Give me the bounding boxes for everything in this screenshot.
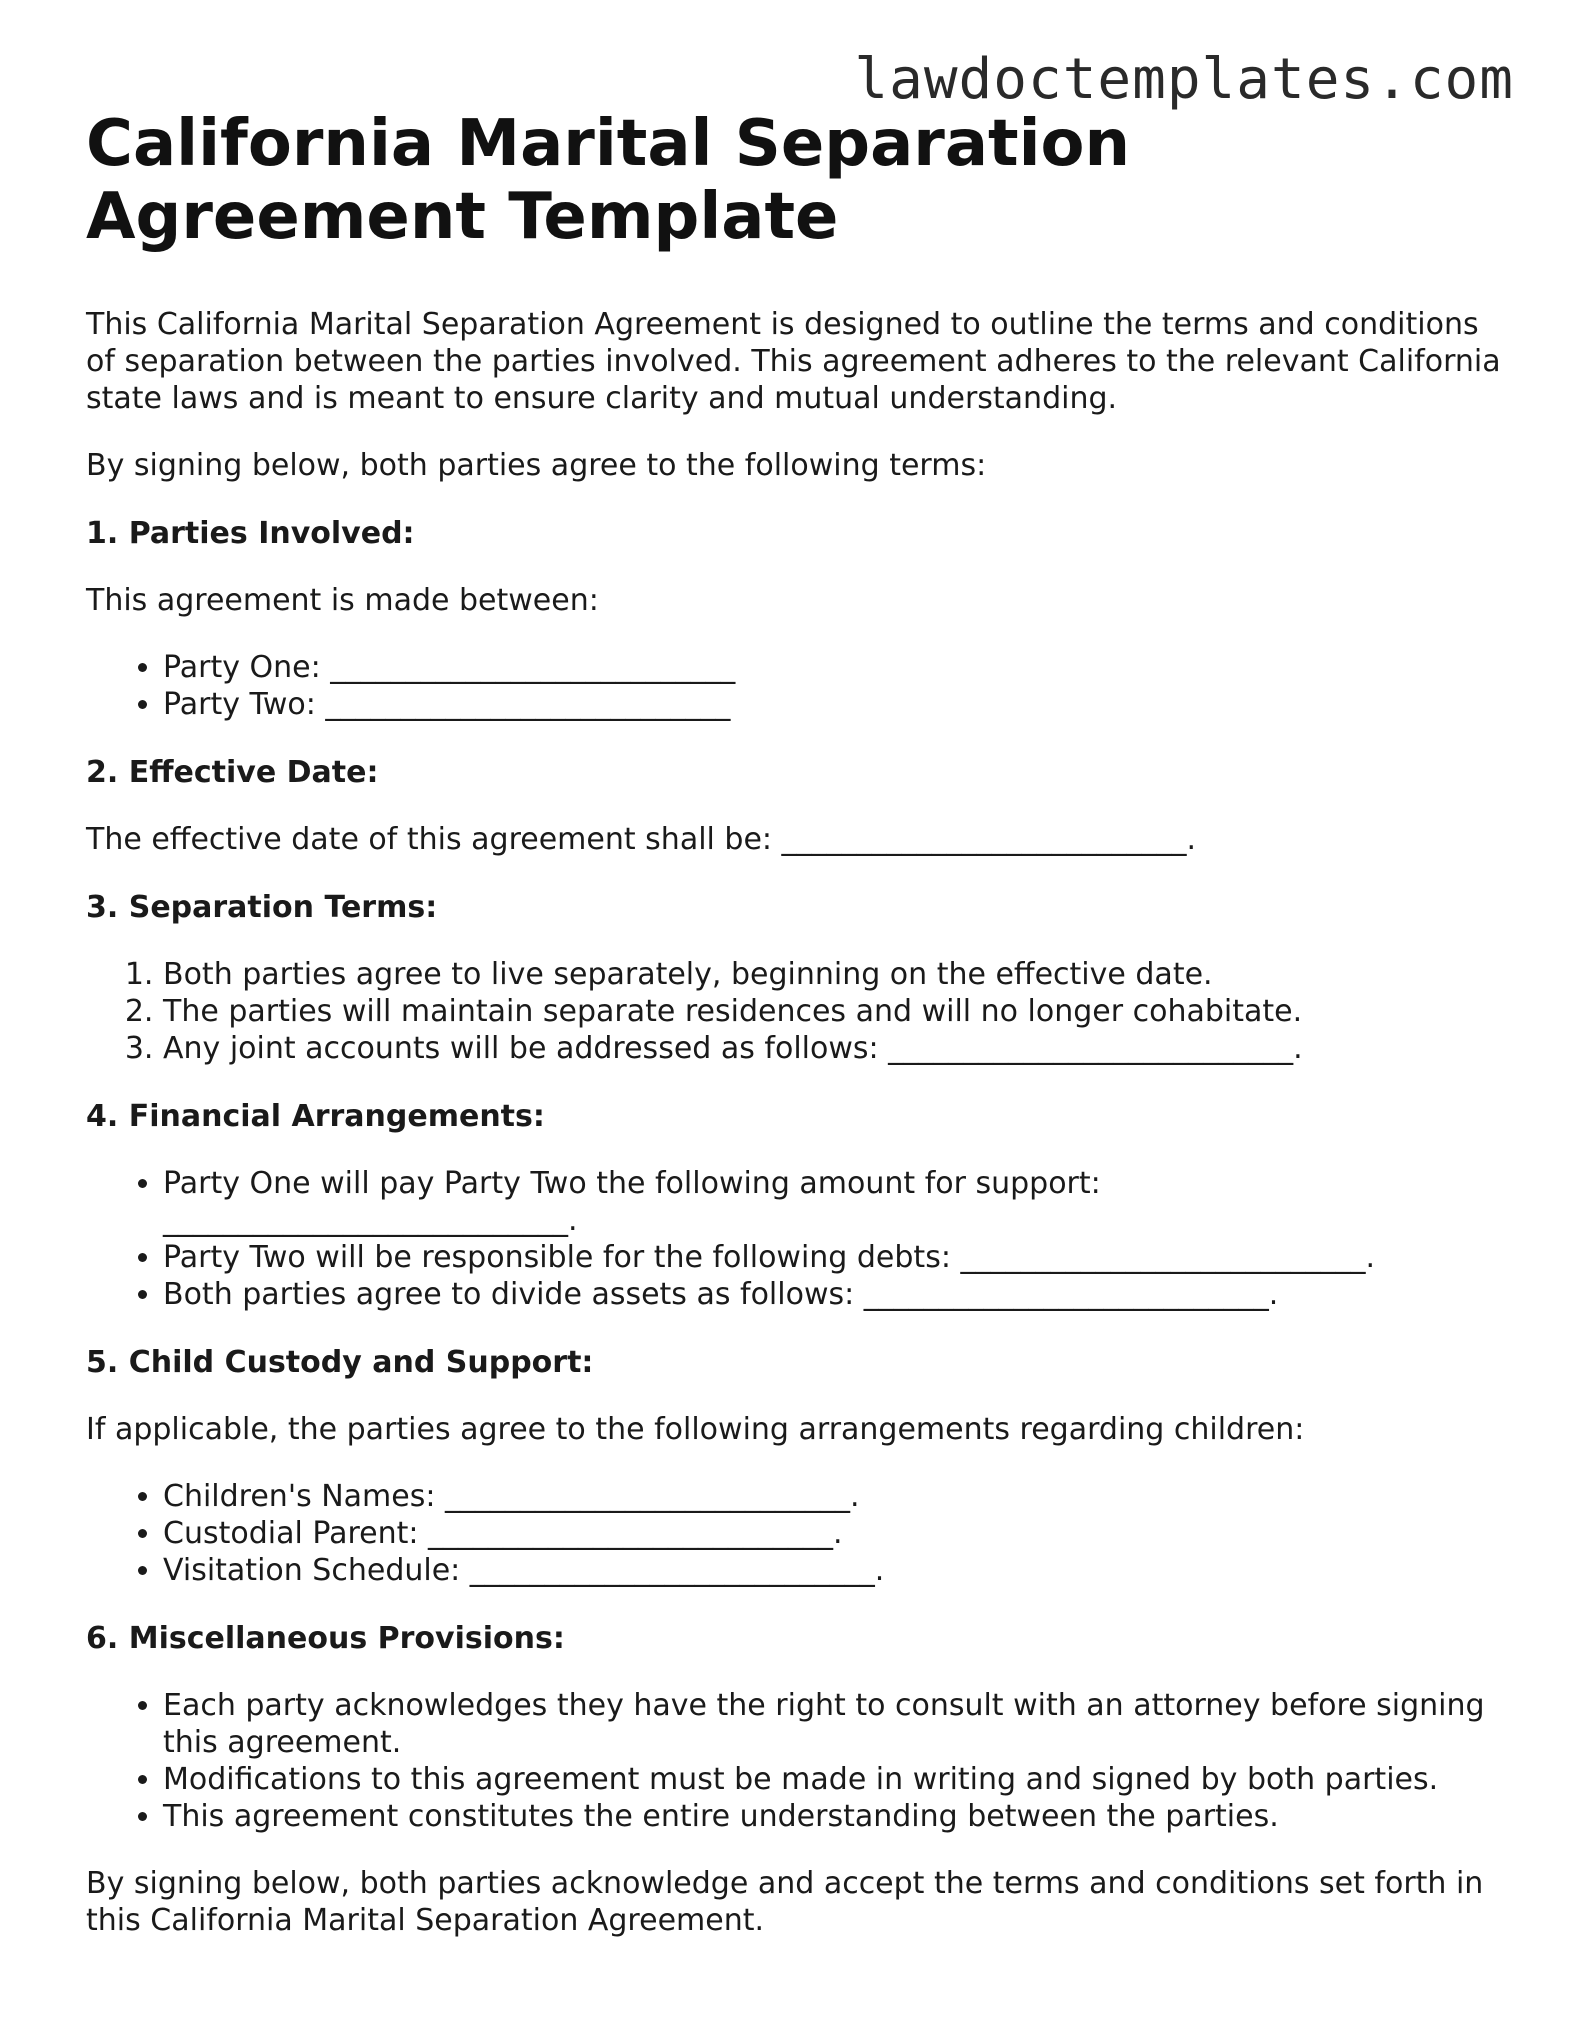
section-title-misc: 6. Miscellaneous Provisions: — [86, 1621, 565, 1656]
section-title-parties: 1. Parties Involved: — [86, 516, 415, 551]
custody-list — [86, 1478, 1506, 1589]
misc-list — [86, 1687, 1506, 1835]
list-item: • Party One will pay Party Two the following amount for support: ___________________________. — [163, 1165, 1506, 1239]
list-item: 3. Any joint accounts will be addressed as follows: ___________________________. — [163, 1030, 1506, 1067]
site-watermark: lawdoctemplates.com — [854, 47, 1514, 112]
document-page — [86, 108, 1506, 1939]
section-title-effective-date: 2. Effective Date: — [86, 755, 379, 790]
lead-in-paragraph: By signing below, both parties agree to the following terms: — [86, 448, 987, 483]
title-line-1: California Marital Separation — [86, 107, 1131, 181]
list-item: • This agreement constitutes the entire understanding between the parties. — [163, 1798, 1506, 1835]
list-item: • Visitation Schedule: ___________________________. — [163, 1552, 1506, 1589]
section-title-financial: 4. Financial Arrangements: — [86, 1099, 545, 1134]
section-title-separation: 3. Separation Terms: — [86, 890, 438, 925]
section-title-custody: 5. Child Custody and Support: — [86, 1345, 594, 1380]
list-item: • Both parties agree to divide assets as follows: ___________________________. — [163, 1276, 1506, 1313]
parties-text: This agreement is made between: — [86, 583, 599, 618]
list-item: • Children's Names: ___________________________. — [163, 1478, 1506, 1515]
closing-paragraph: By signing below, both parties acknowledge and accept the terms and conditions set forth in this California Marital Separation Agreement. — [86, 1866, 1484, 1938]
title-line-2: Agreement Template — [86, 180, 839, 254]
document-title — [86, 108, 1506, 254]
list-item: • Custodial Parent: ___________________________. — [163, 1515, 1506, 1552]
list-item: 1. Both parties agree to live separately, beginning on the effective date. — [163, 956, 1506, 993]
list-item: 2. The parties will maintain separate residences and will no longer cohabitate. — [163, 993, 1506, 1030]
parties-list — [86, 649, 1506, 723]
separation-list — [86, 956, 1506, 1067]
list-item: • Modifications to this agreement must be made in writing and signed by both parties. — [163, 1761, 1506, 1798]
financial-list — [86, 1165, 1506, 1313]
list-item: • Party Two: ___________________________ — [163, 686, 1506, 723]
intro-paragraph: This California Marital Separation Agreement is designed to outline the terms and conditions of separation between the parties involved. This agreement adheres to the relevant California state laws and is meant to ensure clarity and mutual understanding. — [86, 307, 1501, 416]
list-item: • Party One: ___________________________ — [163, 649, 1506, 686]
custody-text: If applicable, the parties agree to the following arrangements regarding children: — [86, 1412, 1305, 1447]
list-item: • Each party acknowledges they have the right to consult with an attorney before signing this agreement. — [163, 1687, 1506, 1761]
effective-date-text: The effective date of this agreement shall be: ___________________________. — [86, 822, 1197, 857]
list-item: • Party Two will be responsible for the following debts: ___________________________. — [163, 1239, 1506, 1276]
